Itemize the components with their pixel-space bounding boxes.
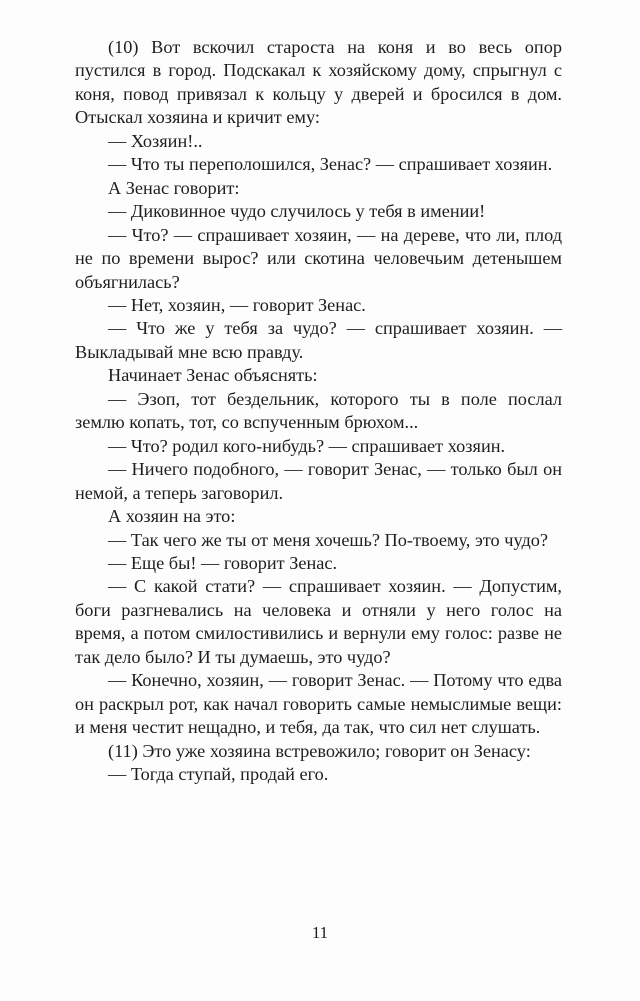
body-text xyxy=(75,36,562,787)
paragraph: — С какой стати? — спрашивает хозяин. — Допустим, боги разгневались на человека и отняли у него голос на время, а потом смилостивились и вернули ему голос: разве не так дело было? И ты думаешь, это чудо? xyxy=(75,576,562,667)
paragraph: — Эзоп, тот бездельник, которого ты в поле послал землю копать, тот, со вспученным брюхом... xyxy=(75,388,562,433)
paragraph: — Что же у тебя за чудо? — спрашивает хозяин. — Выкладывай мне всю правду. xyxy=(75,318,562,362)
page-number: 11 xyxy=(311,923,329,942)
paragraph: Начинает Зенас объяснять: xyxy=(108,365,318,386)
paragraph: А Зенас говорит: xyxy=(108,177,240,198)
paragraph: — Так чего же ты от меня хочешь? По-твоему, это чудо? xyxy=(108,529,548,550)
paragraph: — Диковинное чудо случилось у тебя в имении! xyxy=(108,201,486,222)
paragraph: — Что ты переполошился, Зенас? — спрашивает хозяин. xyxy=(108,154,553,175)
paragraph-10-intro: (10) Вот вскочил староста на коня и во весь опор пустился в город. Подскакал к хозяйскому дому, спрыгнул с коня, повод привязал к кольцу у дверей и бросился в дом. Отыскал хозяина и кричит ему: xyxy=(75,37,562,128)
paragraph: — Ничего подобного, — говорит Зенас, — только был он немой, а теперь заговорил. xyxy=(75,459,562,503)
paragraph: — Тогда ступай, продай его. xyxy=(108,764,329,785)
paragraph: — Нет, хозяин, — говорит Зенас. xyxy=(108,294,366,315)
paragraph: — Что? — спрашивает хозяин, — на дереве, что ли, плод не по времени вырос? или скотина человечьим детенышем объягнилась? xyxy=(75,224,562,292)
paragraph: А хозяин на это: xyxy=(108,506,236,527)
paragraph: — Еще бы! — говорит Зенас. xyxy=(108,552,338,573)
paragraph-11-intro: (11) Это уже хозяина встревожило; говорит он Зенасу: xyxy=(108,740,531,761)
paragraph: — Хозяин!.. xyxy=(108,130,203,151)
paragraph: — Что? родил кого-нибудь? — спрашивает хозяин. xyxy=(108,435,506,456)
paragraph: — Конечно, хозяин, — говорит Зенас. — Потому что едва он раскрыл рот, как начал говорить самые немыслимые вещи: и меня честит нещадно, и тебя, да так, что сил нет слушать. xyxy=(75,670,562,738)
